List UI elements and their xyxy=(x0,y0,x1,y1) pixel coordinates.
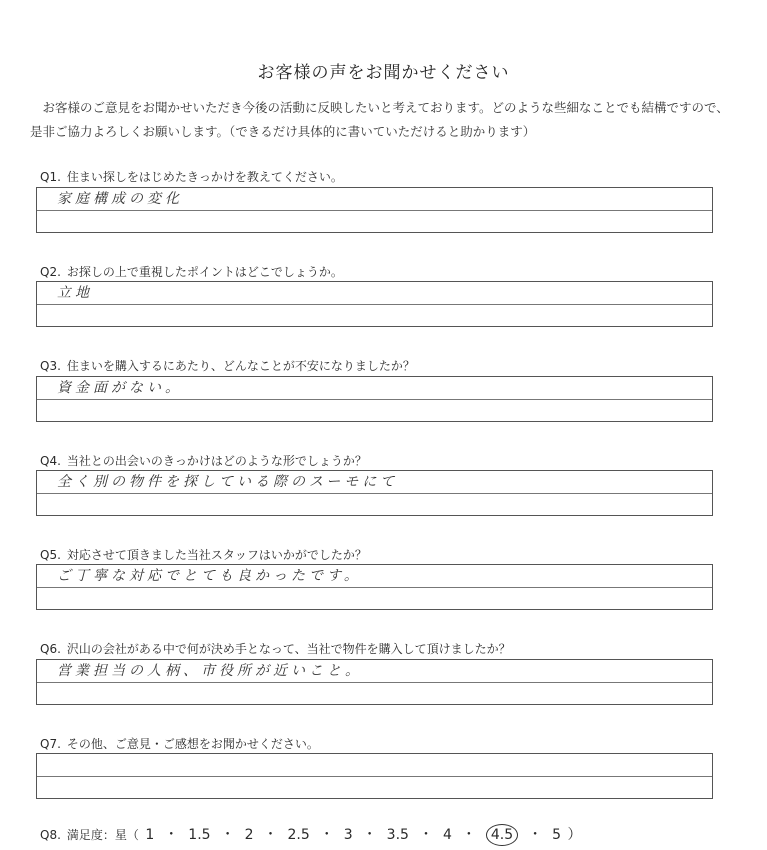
question-number: Q2. xyxy=(40,265,61,279)
rating-separator: ・ xyxy=(220,827,235,843)
rating-options xyxy=(143,827,563,843)
rating-separator: ・ xyxy=(461,827,476,843)
answer-box-3[interactable] xyxy=(36,376,713,422)
answer-box-7[interactable] xyxy=(36,753,713,799)
rating-close: ） xyxy=(567,827,582,843)
question-number: Q4. xyxy=(40,454,61,468)
rating-option[interactable]: 2.5 xyxy=(287,827,310,843)
question-5 xyxy=(40,546,367,563)
rating-separator: ・ xyxy=(319,827,334,843)
satisfaction-rating xyxy=(40,824,582,846)
handwritten-answer: 家庭構成の変化 xyxy=(57,191,183,207)
rating-separator: ・ xyxy=(263,827,278,843)
question-1 xyxy=(40,168,343,185)
ruled-line xyxy=(37,682,712,683)
rating-option[interactable]: 4 xyxy=(442,827,452,843)
question-text: 沢山の会社がある中で何が決め手となって、当社で物件を購入して頂けましたか？ xyxy=(66,642,511,656)
ruled-line xyxy=(37,210,712,211)
question-text: お探しの上で重視したポイントはどこでしょうか。 xyxy=(66,265,343,279)
rating-option[interactable]: 3 xyxy=(343,827,353,843)
answer-box-4[interactable] xyxy=(36,470,713,516)
ruled-line xyxy=(37,304,712,305)
question-4 xyxy=(40,452,367,469)
question-number: Q6. xyxy=(40,642,61,656)
question-text: 住まい探しをはじめたきっかけを教えてください。 xyxy=(66,170,343,184)
handwritten-answer: ご丁寧な対応でとても良かったです。 xyxy=(57,568,362,584)
ruled-line xyxy=(37,493,712,494)
rating-option[interactable]: 2 xyxy=(244,827,254,843)
question-number: Q5. xyxy=(40,548,61,562)
question-number: Q1. xyxy=(40,170,61,184)
answer-box-1[interactable] xyxy=(36,187,713,233)
handwritten-answer: 立地 xyxy=(57,285,93,301)
rating-label: 満足度：星（ xyxy=(66,828,139,842)
rating-separator: ・ xyxy=(362,827,377,843)
question-number: Q8. xyxy=(40,828,61,842)
ruled-line xyxy=(37,587,712,588)
question-text: その他、ご意見・ご感想をお聞かせください。 xyxy=(66,737,319,751)
handwritten-answer: 営業担当の人柄、市役所が近いこと。 xyxy=(57,663,363,679)
rating-separator: ・ xyxy=(164,827,179,843)
rating-separator: ・ xyxy=(418,827,433,843)
answer-box-6[interactable] xyxy=(36,659,713,705)
ruled-line xyxy=(37,399,712,400)
rating-option[interactable]: 5 xyxy=(552,827,562,843)
question-2 xyxy=(40,263,343,280)
question-text: 住まいを購入するにあたり、どんなことが不安になりましたか？ xyxy=(66,359,415,373)
rating-option-selected[interactable]: 4.5 xyxy=(486,824,518,846)
ruled-line xyxy=(37,776,712,777)
handwritten-answer: 全く別の物件を探している際のスーモにて xyxy=(57,474,399,490)
rating-option[interactable]: 1.5 xyxy=(188,827,211,843)
rating-separator: ・ xyxy=(528,827,543,843)
question-text: 対応させて頂きました当社スタッフはいかがでしたか？ xyxy=(66,548,367,562)
question-7 xyxy=(40,735,319,752)
question-text: 当社との出会いのきっかけはどのような形でしょうか？ xyxy=(66,454,367,468)
answer-box-5[interactable] xyxy=(36,564,713,610)
question-number: Q7. xyxy=(40,737,61,751)
rating-option[interactable]: 3.5 xyxy=(386,827,409,843)
question-number: Q3. xyxy=(40,359,61,373)
intro-text: お客様のご意見をお聞かせいただき今後の活動に反映したいと考えております。どのような些細なことでも結構ですので、是非ご協力よろしくお願いします。（できるだけ具体的に書いていただけると助かります） xyxy=(30,100,729,139)
answer-box-2[interactable] xyxy=(36,281,713,327)
question-6 xyxy=(40,640,511,657)
rating-option[interactable]: 1 xyxy=(145,827,155,843)
handwritten-answer: 資金面がない。 xyxy=(57,380,183,396)
page-title: お客様の声をお聞かせください xyxy=(257,63,510,83)
question-3 xyxy=(40,357,415,374)
